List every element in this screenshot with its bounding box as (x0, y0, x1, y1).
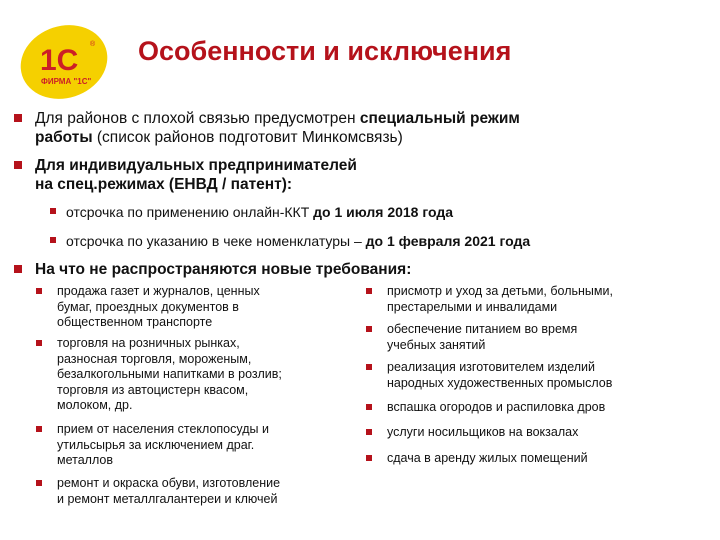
page-title: Особенности и исключения (138, 36, 512, 66)
item-text: обеспечение питанием во время учебных занятий (387, 322, 578, 352)
exclusion-item-left (36, 284, 356, 331)
bullet-exclusions-heading (14, 260, 694, 279)
bullet-line: Для индивидуальных предпринимателей (35, 157, 357, 174)
bullet-text (66, 203, 453, 221)
bullet-poor-connection (14, 109, 694, 147)
logo-registered-mark: ® (90, 41, 96, 48)
logo-mark: 1C (40, 44, 79, 77)
bullet-square-icon (36, 480, 42, 486)
exclusion-item-right (366, 322, 706, 353)
sub-bullet-kkt-deferral (50, 203, 700, 221)
bullet-square-icon (50, 237, 56, 243)
bullet-text (66, 232, 530, 250)
bullet-bold-part: работы (35, 129, 93, 146)
bullet-square-icon (366, 364, 372, 370)
bullet-bold-part: специальный режим (359, 110, 520, 127)
bullet-square-icon (366, 429, 372, 435)
logo-caption: ФИРМА "1С" (41, 77, 92, 86)
item-text: торговля на розничных рынках, разносная торговля, мороженым, безалкогольными напитками в розлив; торговля из автоцистерн квасом, молоком, др. (57, 336, 282, 412)
bullet-bold-part: до 1 июля 2018 года (313, 204, 454, 220)
item-text: реализация изготовителем изделий народных художественных промыслов (387, 360, 613, 390)
bullet-bold-part: до 1 февраля 2021 года (365, 233, 531, 249)
bullet-square-icon (36, 340, 42, 346)
bullet-text-part: (список районов подготовит Минкомсвязь) (92, 129, 403, 146)
bullet-square-icon (14, 265, 22, 273)
exclusion-item-left (36, 422, 356, 469)
company-logo (14, 18, 126, 102)
exclusion-item-left (36, 336, 356, 414)
exclusion-item-left (36, 476, 356, 507)
item-text: сдача в аренду жилых помещений (387, 451, 588, 465)
sub-bullet-nomenclature-deferral (50, 232, 700, 250)
exclusion-item-right (366, 451, 706, 467)
bullet-square-icon (366, 326, 372, 332)
bullet-text (35, 156, 357, 194)
item-text: вспашка огородов и распиловка дров (387, 400, 606, 414)
exclusion-item-right (366, 400, 706, 416)
exclusion-item-right (366, 360, 706, 391)
bullet-square-icon (50, 208, 56, 214)
bullet-square-icon (14, 161, 22, 169)
exclusion-item-right (366, 284, 706, 315)
item-text: присмотр и уход за детьми, больными, престарелыми и инвалидами (387, 284, 613, 314)
bullet-text-part: Для районов с плохой связью предусмотрен (35, 110, 360, 127)
bullet-text-part: отсрочка по применению онлайн-ККТ (66, 204, 314, 220)
bullet-text: На что не распространяются новые требования: (35, 261, 412, 278)
item-text: услуги носильщиков на вокзалах (387, 425, 579, 439)
bullet-square-icon (366, 404, 372, 410)
bullet-square-icon (14, 114, 22, 122)
item-text: ремонт и окраска обуви, изготовление и ремонт металлгалантереи и ключей (57, 476, 281, 506)
bullet-square-icon (36, 288, 42, 294)
bullet-square-icon (366, 455, 372, 461)
bullet-square-icon (366, 288, 372, 294)
bullet-line: на спец.режимах (ЕНВД / патент): (35, 176, 293, 193)
bullet-text (35, 109, 520, 147)
bullet-entrepreneurs (14, 156, 694, 194)
bullet-text-part: отсрочка по указанию в чеке номенклатуры – (66, 233, 366, 249)
exclusion-item-right (366, 425, 706, 441)
item-text: прием от населения стеклопосуды и утильсырья за исключением драг. металлов (57, 422, 269, 467)
item-text: продажа газет и журналов, ценных бумаг, проездных документов в общественном транспорте (57, 284, 260, 329)
bullet-square-icon (36, 426, 42, 432)
